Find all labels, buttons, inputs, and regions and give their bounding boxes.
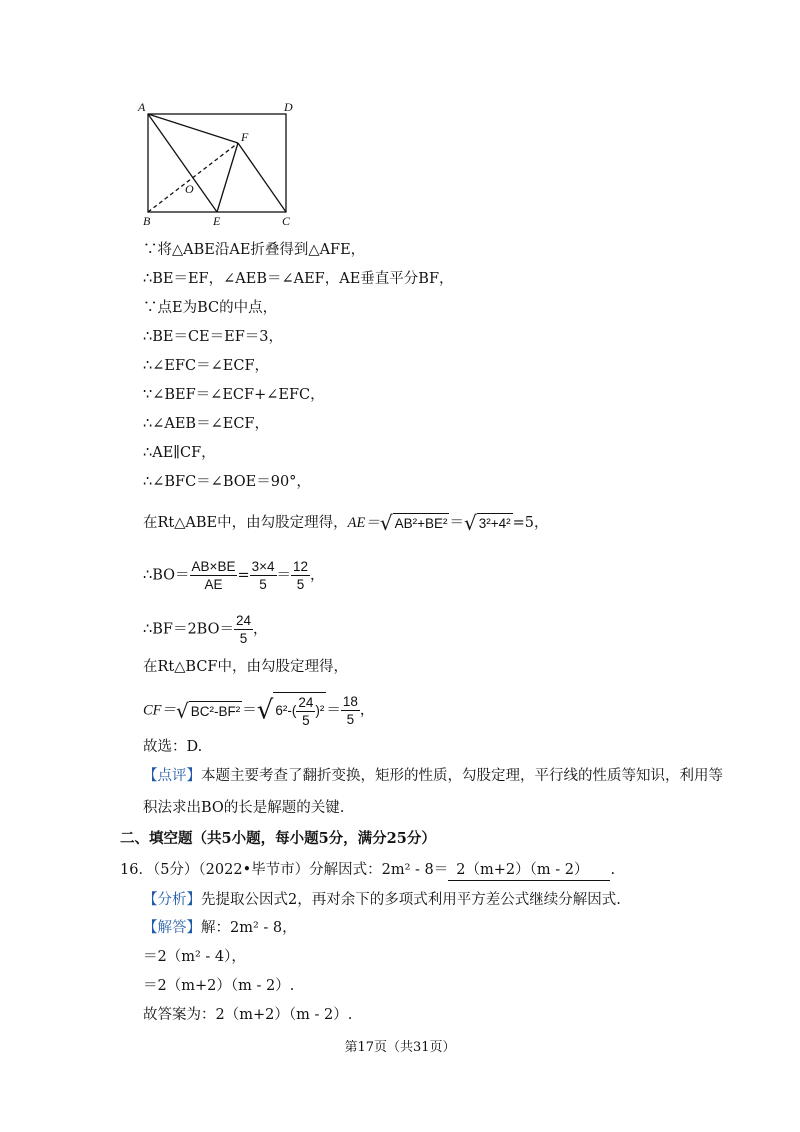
fraction-6: [341, 693, 360, 728]
proof-line-12: [143, 612, 268, 647]
text: 12: [293, 559, 309, 574]
text: ＝: [242, 702, 257, 719]
text: 3×4: [251, 559, 275, 574]
text: .: [610, 862, 616, 878]
text: 18: [342, 694, 358, 709]
rectangle-abcd: [148, 114, 286, 212]
label-o: O: [185, 182, 194, 196]
comment-line-2: 积法求出BO的长是解题的关键.: [143, 800, 345, 816]
text: BC²-BF²: [189, 701, 243, 721]
text: AB×BE: [191, 559, 236, 574]
text: 5: [259, 577, 267, 592]
radical-2: √ 3²+4²: [463, 511, 511, 535]
proof-line-15: 故选：D.: [143, 739, 203, 755]
segment-fc: [238, 143, 286, 212]
text: 5: [239, 631, 248, 646]
text: 6²-(: [275, 703, 297, 719]
text: 先提取公因式2，再对余下的多项式利用平方差公式继续分解因式.: [201, 892, 621, 908]
text: CF＝: [143, 702, 177, 719]
proof-line-2: ∴BE＝EF，∠AEB＝∠AEF，AE垂直平分BF，: [143, 271, 454, 287]
solution-tag: 【解答】: [143, 920, 201, 936]
text: 3²+4²: [477, 513, 513, 533]
fraction-4: [234, 612, 253, 647]
proof-line-3: ∵点E为BC的中点，: [143, 300, 278, 316]
proof-line-10: [143, 513, 549, 533]
segment-af: [148, 114, 238, 143]
proof-line-1: ∵将△ABE沿AE折叠得到△AFE，: [143, 242, 366, 258]
radical-1: √ AB²+BE²: [379, 511, 448, 535]
proof-line-9: ∴∠BFC＝∠BOE＝90°，: [143, 474, 311, 490]
text: ∴BF＝2BO＝: [143, 621, 234, 638]
label-c: C: [282, 214, 291, 228]
text: ，: [310, 567, 325, 584]
section-heading: 二、填空题（共5小题，每小题5分，满分25分）: [120, 830, 436, 847]
text: 本题主要考查了翻折变换，矩形的性质，勾股定理，平行线的性质等知识，利用等: [201, 768, 723, 784]
text: AE: [204, 577, 223, 592]
rectangle-fold-figure: [130, 95, 310, 230]
proof-line-6: ∵∠BEF＝∠ECF+∠EFC，: [143, 387, 325, 403]
label-a: A: [138, 100, 146, 114]
solution-step-4: 故答案为：2（m+2）（m - 2）.: [143, 1007, 353, 1023]
proof-line-5: ∴∠EFC＝∠ECF，: [143, 358, 270, 374]
text: 在Rt△ABE中，由勾股定理得，: [143, 515, 348, 531]
question-16: [120, 860, 615, 881]
comment-tag: 【点评】: [143, 768, 201, 784]
analysis-tag: 【分析】: [143, 892, 201, 908]
answer-blank: 2（m+2）（m - 2）: [448, 860, 610, 881]
fraction-3: [291, 558, 310, 593]
text: 5: [296, 577, 305, 592]
label-e: E: [213, 214, 221, 228]
label-f: F: [241, 130, 249, 144]
fraction-2: [250, 558, 277, 593]
text: 16．（5分）（2022•毕节市）分解因式：2m² - 8＝: [120, 862, 449, 878]
segment-bf-dashed: [148, 143, 238, 212]
fraction-1: [190, 558, 238, 593]
text: 24: [235, 613, 252, 628]
proof-line-8: ∴AE∥CF，: [143, 445, 216, 461]
label-b: B: [143, 214, 151, 228]
text: AB²+BE²: [393, 513, 450, 533]
text: ＝: [326, 702, 341, 719]
comment-line: [143, 766, 723, 786]
text: 24: [298, 695, 314, 710]
radical-3: √ BC²-BF²: [176, 698, 241, 723]
segment-ae: [148, 114, 217, 212]
analysis-line: [143, 890, 621, 910]
text: =: [237, 567, 250, 584]
text: =5，: [512, 515, 549, 531]
text: ，: [359, 702, 375, 719]
solution-line: [143, 918, 297, 938]
page-footer: 第17页（共31页）: [344, 1040, 456, 1055]
text: ∴BO＝: [143, 567, 190, 584]
proof-line-14: [143, 692, 374, 729]
proof-line-13: 在Rt△BCF中，由勾股定理得，: [143, 659, 348, 675]
text: 5: [346, 712, 355, 727]
solution-step-2: ＝2（m² - 4），: [143, 949, 246, 965]
proof-line-4: ∴BE＝CE＝EF＝3，: [143, 329, 284, 345]
radical-4: √ 6²-( $\frac{24}{5}$ )²: [257, 692, 327, 729]
proof-line-7: ∴∠AEB＝∠ECF，: [143, 416, 269, 432]
text: ＝: [276, 567, 292, 584]
segment-fe: [217, 143, 238, 212]
proof-line-11: [143, 558, 325, 593]
label-d: D: [284, 100, 293, 114]
fraction-5: [296, 694, 315, 729]
text: ＝: [449, 515, 464, 531]
text: 5: [302, 713, 310, 728]
text: ，: [253, 621, 268, 638]
text: 解：2m² - 8，: [201, 920, 297, 936]
solution-step-3: ＝2（m+2）（m - 2）.: [143, 978, 295, 994]
text: )²: [315, 703, 325, 719]
text: AE＝: [347, 515, 380, 531]
